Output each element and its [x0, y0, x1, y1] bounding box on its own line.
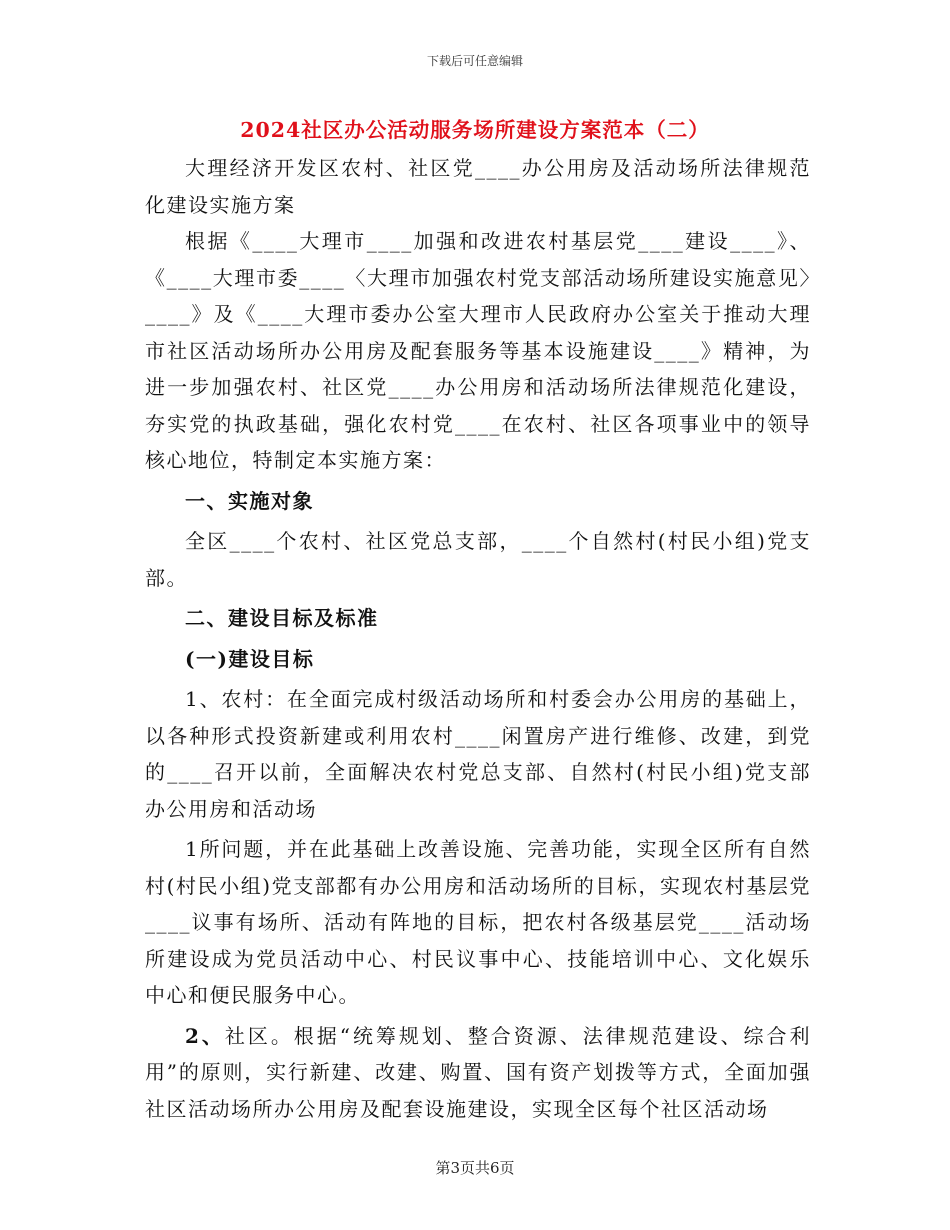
paragraph-target-scope: 全区____个农村、社区党总支部，____个自然村(村民小组)党支部。 — [145, 529, 811, 590]
page-header-note: 下载后可任意编辑 — [426, 54, 523, 68]
paragraph-basis: 根据《____大理市____加强和改进农村基层党____建设____》、《____大理市委____〈大理市加强农村党支部活动场所建设实施意见〉____》及《____大理市委办公室大理市人民政府办公室关于推动大理市社区活动场所办公用房及配套服务等基本设施建设____》精神，为进一步加强农村、社区党____办公用房和活动场所法律规范化建设，夯实党的执政基础，强化农村党____在农村、社区各项事业中的领导核心地位，特制定本实施方案： — [145, 229, 811, 472]
paragraph-community-goal — [145, 1018, 811, 1128]
community-goal-text: 社区。根据“统筹规划、整合资源、法律规范建设、综合利用”的原则，实行新建、改建、购置、国有资产划拨等方式，全面加强社区活动场所办公用房及配套设施建设，实现全区每个社区活动场 — [145, 1023, 811, 1121]
heading-implementation-target: 一、实施对象 — [185, 488, 314, 513]
paragraph-rural-goal-continued: 1所问题，并在此基础上改善设施、完善功能，实现全区所有自然村(村民小组)党支部都有办公用房和活动场所的目标，实现农村基层党____议事有场所、活动有阵地的目标，把农村各级基层党____活动场所建设成为党员活动中心、村民议事中心、技能培训中心、文化娱乐中心和便民服务中心。 — [145, 837, 811, 1007]
document-title: 2024社区办公活动服务场所建设方案范本（二） — [240, 118, 710, 142]
paragraph-rural-goal: 1、农村：在全面完成村级活动场所和村委会办公用房的基础上，以各种形式投资新建或利用农村____闲置房产进行维修、改建，到党的____召开以前，全面解决农村党总支部、自然村(村民小组)党支部办公用房和活动场 — [145, 687, 811, 821]
community-goal-number: 2、 — [185, 1023, 225, 1048]
heading-construction-goals: (一)建设目标 — [185, 646, 315, 671]
page-number: 第3页共6页 — [435, 1159, 515, 1177]
heading-goals-and-standards: 二、建设目标及标准 — [185, 606, 379, 630]
document-body — [145, 150, 811, 1127]
paragraph-intro-title: 大理经济开发区农村、社区党____办公用房及活动场所法律规范化建设实施方案 — [145, 156, 811, 217]
